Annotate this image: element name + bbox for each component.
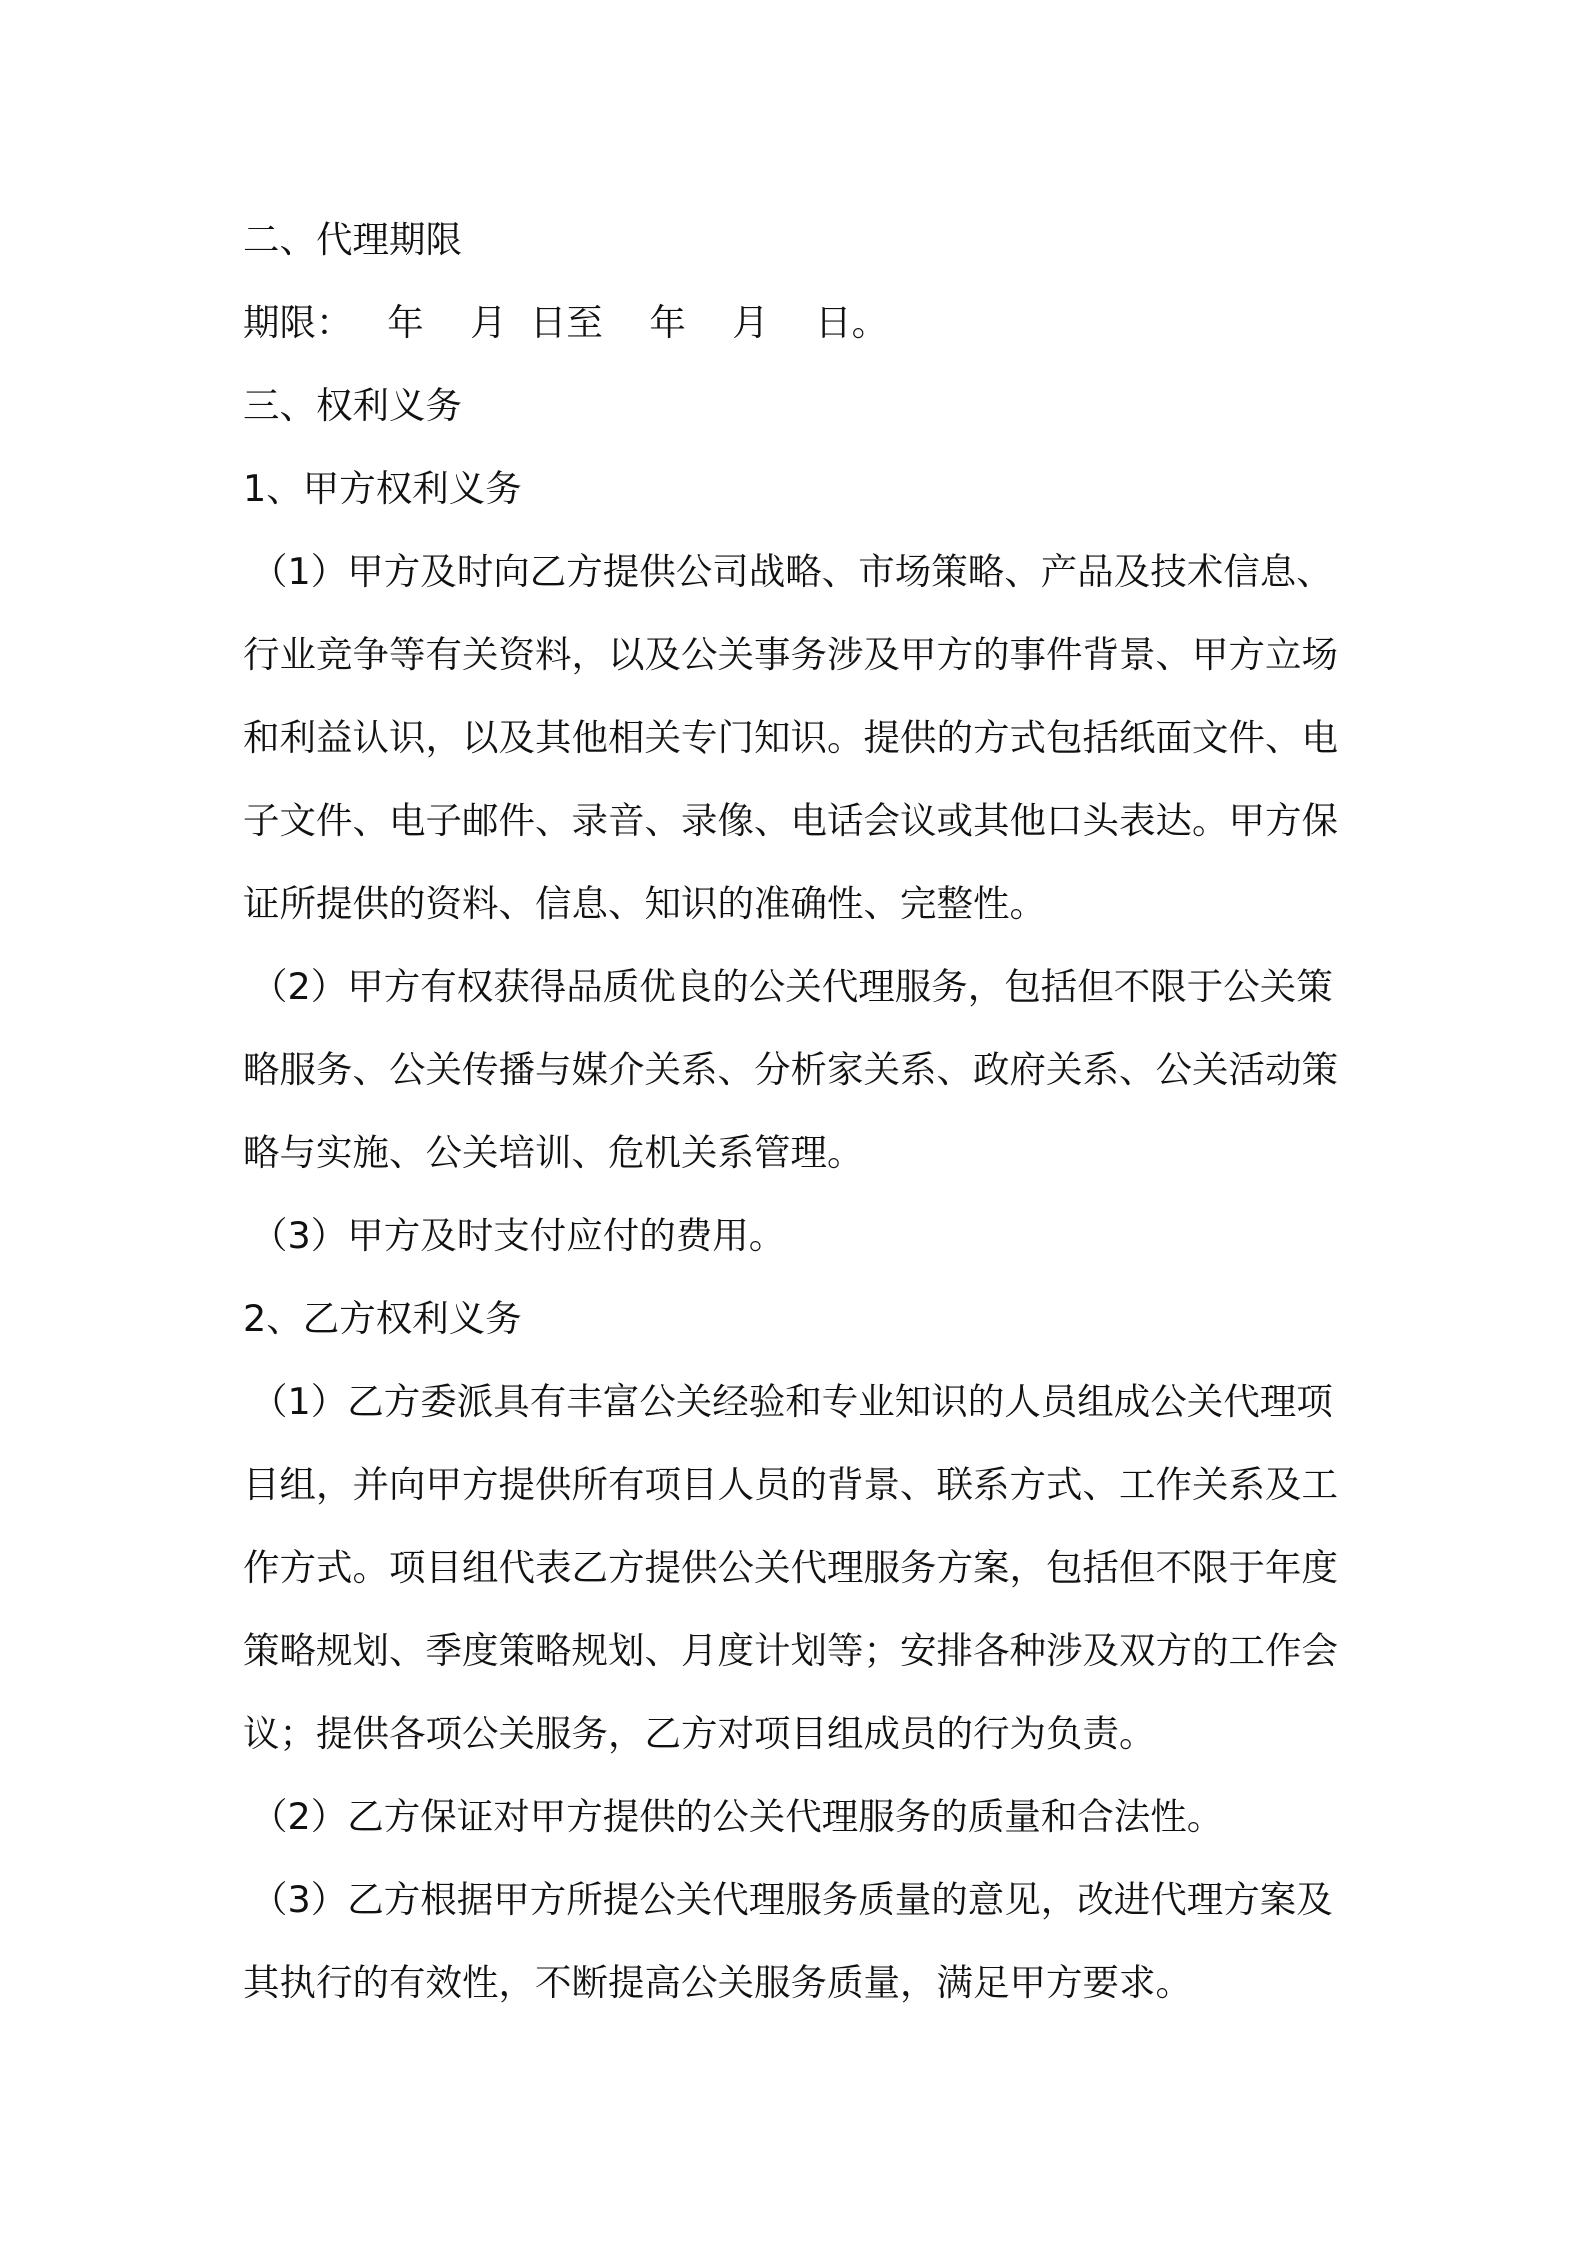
party-a-clause-1-line-3: 和利益认识，以及其他相关专门知识。提供的方式包括纸面文件、电 bbox=[243, 716, 1338, 759]
party-a-clause-3: （3）甲方及时支付应付的费用。 bbox=[251, 1214, 786, 1257]
party-a-clause-1-line-4: 子文件、电子邮件、录音、录像、电话会议或其他口头表达。甲方保 bbox=[243, 799, 1338, 842]
party-b-clause-3-line-1: （3）乙方根据甲方所提公关代理服务质量的意见，改进代理方案及 bbox=[251, 1878, 1333, 1921]
term-period-line: 期限： 年 月 日至 年 月 日。 bbox=[243, 301, 889, 344]
party-a-clause-1-line-2: 行业竞争等有关资料，以及公关事务涉及甲方的事件背景、甲方立场 bbox=[243, 633, 1338, 676]
party-b-clause-1-line-1: （1）乙方委派具有丰富公关经验和专业知识的人员组成公关代理项 bbox=[251, 1380, 1333, 1423]
party-b-clause-1-line-4: 策略规划、季度策略规划、月度计划等；安排各种涉及双方的工作会 bbox=[243, 1629, 1338, 1672]
section-heading-agency-term: 二、代理期限 bbox=[243, 218, 462, 261]
section-heading-rights-obligations: 三、权利义务 bbox=[243, 384, 462, 427]
party-a-clause-1-line-1: （1）甲方及时向乙方提供公司战略、市场策略、产品及技术信息、 bbox=[251, 550, 1333, 593]
subheading-party-a: 1、甲方权利义务 bbox=[243, 467, 522, 510]
party-b-clause-1-line-5: 议；提供各项公关服务，乙方对项目组成员的行为负责。 bbox=[243, 1712, 1156, 1755]
party-b-clause-1-line-2: 目组，并向甲方提供所有项目人员的背景、联系方式、工作关系及工 bbox=[243, 1463, 1338, 1506]
party-a-clause-2-line-1: （2）甲方有权获得品质优良的公关代理服务，包括但不限于公关策 bbox=[251, 965, 1333, 1008]
party-b-clause-1-line-3: 作方式。项目组代表乙方提供公关代理服务方案，包括但不限于年度 bbox=[243, 1546, 1338, 1589]
party-b-clause-3-line-2: 其执行的有效性，不断提高公关服务质量，满足甲方要求。 bbox=[243, 1961, 1192, 2004]
party-b-clause-2: （2）乙方保证对甲方提供的公关代理服务的质量和合法性。 bbox=[251, 1795, 1224, 1838]
party-a-clause-2-line-3: 略与实施、公关培训、危机关系管理。 bbox=[243, 1131, 864, 1174]
party-a-clause-1-line-5: 证所提供的资料、信息、知识的准确性、完整性。 bbox=[243, 882, 1046, 925]
subheading-party-b: 2、乙方权利义务 bbox=[243, 1297, 522, 1340]
document-body bbox=[243, 198, 1353, 2024]
party-a-clause-2-line-2: 略服务、公关传播与媒介关系、分析家关系、政府关系、公关活动策 bbox=[243, 1048, 1338, 1091]
